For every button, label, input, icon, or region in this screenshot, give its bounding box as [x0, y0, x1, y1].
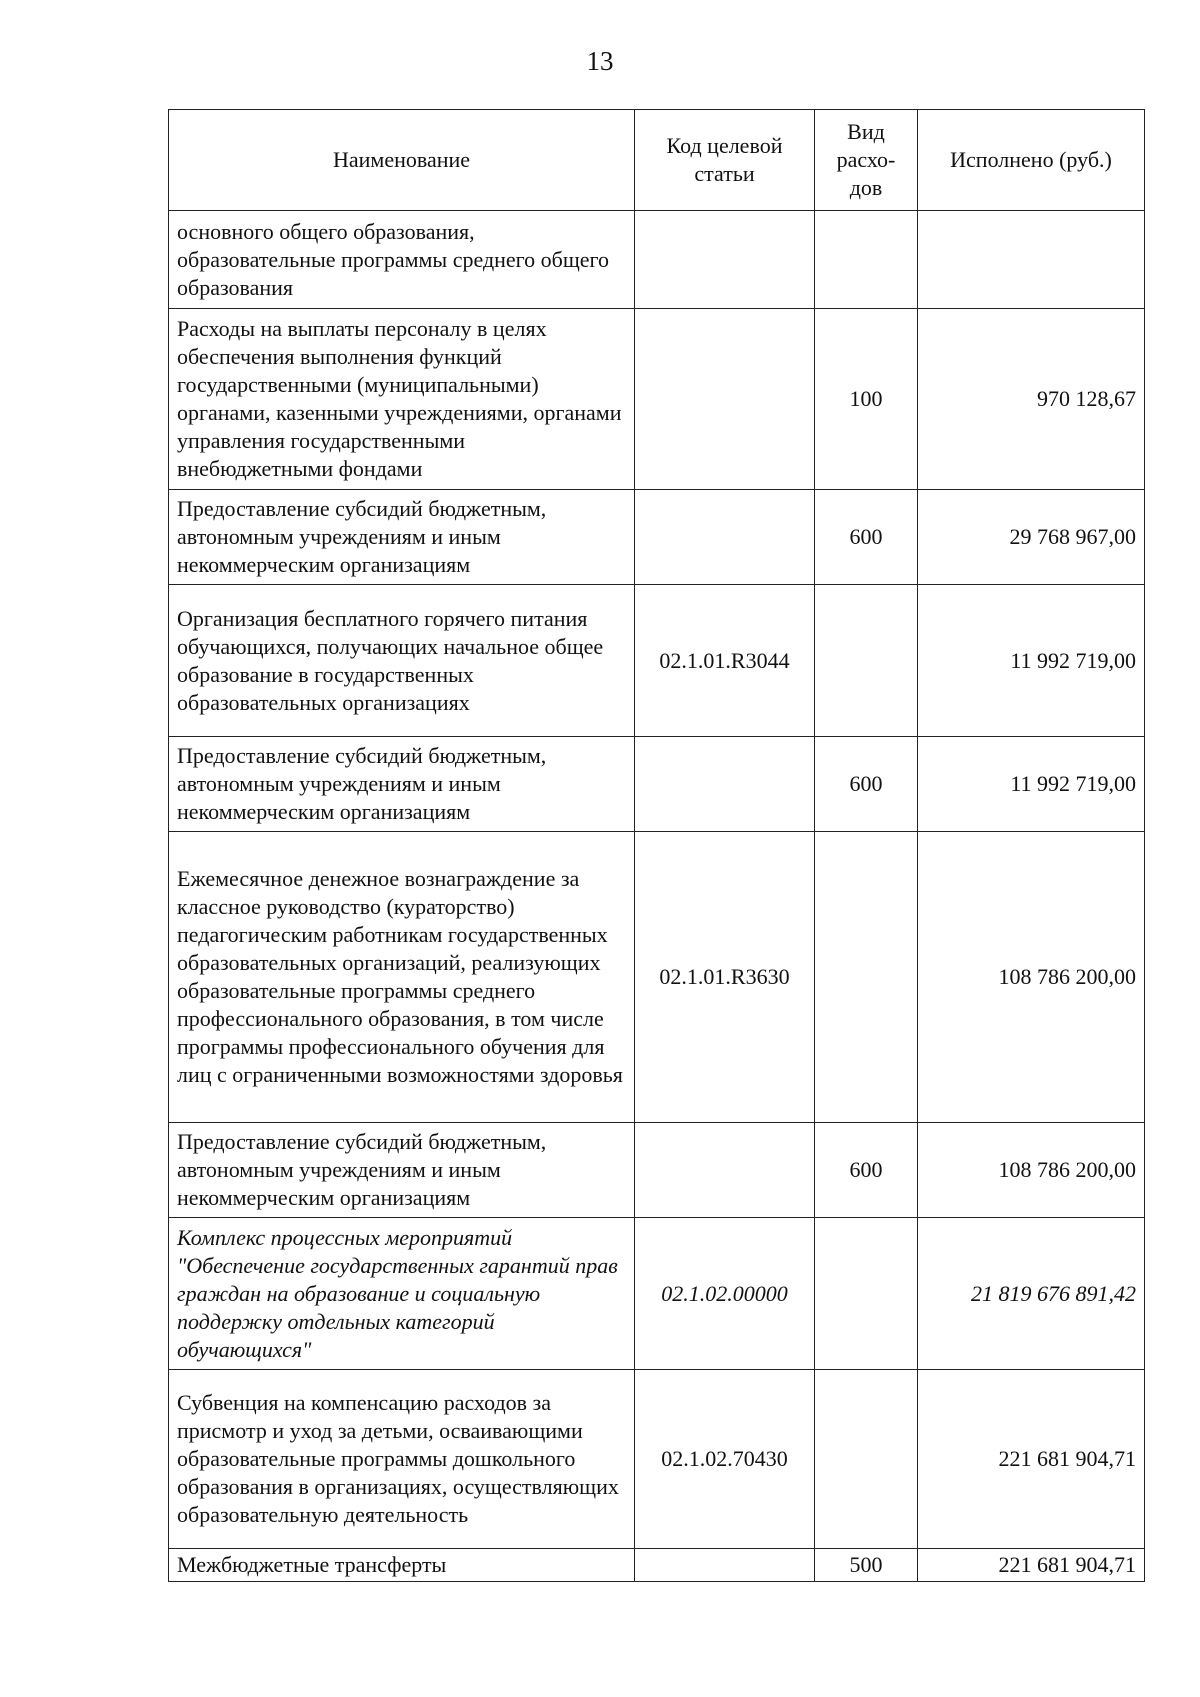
row-code [635, 309, 815, 490]
budget-execution-table [168, 109, 1145, 1582]
row-amount: 29 768 967,00 [918, 490, 1145, 585]
row-code [635, 737, 815, 832]
row-amount [918, 211, 1145, 309]
row-amount: 11 992 719,00 [918, 585, 1145, 737]
row-name: Комплекс процессных мероприятий "Обеспечение государственных гарантий прав граждан на образование и социальную поддержку отдельных категорий обучающихся" [169, 1218, 635, 1370]
row-kind [815, 832, 918, 1123]
header-amount: Исполнено (руб.) [918, 110, 1145, 211]
table-row [169, 1549, 1145, 1582]
row-kind [815, 585, 918, 737]
row-kind: 100 [815, 309, 918, 490]
row-code [635, 490, 815, 585]
row-code [635, 1123, 815, 1218]
row-name: Ежемесячное денежное вознаграждение за классное руководство (кураторство) педагогическим работникам государственных образовательных организаций, реализующих образовательные программы среднего профессионального образования, в том числе программы профессионального обучения для лиц с ограниченными возможностями здоровья [169, 832, 635, 1123]
row-code: 02.1.01.R3630 [635, 832, 815, 1123]
table-row [169, 309, 1145, 490]
row-code: 02.1.02.00000 [635, 1218, 815, 1370]
row-amount: 221 681 904,71 [918, 1549, 1145, 1582]
row-name: Межбюджетные трансферты [169, 1549, 635, 1582]
row-kind: 600 [815, 737, 918, 832]
page-number: 13 [586, 46, 614, 76]
row-code: 02.1.01.R3044 [635, 585, 815, 737]
row-name: основного общего образования, образовательные программы среднего общего образования [169, 211, 635, 309]
table-row [169, 585, 1145, 737]
row-amount: 21 819 676 891,42 [918, 1218, 1145, 1370]
table-row [169, 1218, 1145, 1370]
row-amount: 221 681 904,71 [918, 1370, 1145, 1549]
table-row [169, 1123, 1145, 1218]
row-kind: 600 [815, 490, 918, 585]
row-name: Предоставление субсидий бюджетным, автономным учреждениям и иным некоммерческим организациям [169, 1123, 635, 1218]
row-name: Предоставление субсидий бюджетным, автономным учреждениям и иным некоммерческим организациям [169, 490, 635, 585]
row-name: Предоставление субсидий бюджетным, автономным учреждениям и иным некоммерческим организациям [169, 737, 635, 832]
row-amount: 108 786 200,00 [918, 832, 1145, 1123]
table-row [169, 832, 1145, 1123]
row-name: Организация бесплатного горячего питания обучающихся, получающих начальное общее образование в государственных образовательных организациях [169, 585, 635, 737]
row-amount: 970 128,67 [918, 309, 1145, 490]
row-kind: 600 [815, 1123, 918, 1218]
row-code: 02.1.02.70430 [635, 1370, 815, 1549]
header-code: Код целевой статьи [635, 110, 815, 211]
table-header-row [169, 110, 1145, 211]
table-row [169, 490, 1145, 585]
table-row [169, 737, 1145, 832]
row-kind [815, 1218, 918, 1370]
row-name: Субвенция на компенсацию расходов за присмотр и уход за детьми, осваивающими образовательные программы дошкольного образования в организациях, осуществляющих образовательную деятельность [169, 1370, 635, 1549]
row-amount: 108 786 200,00 [918, 1123, 1145, 1218]
table-row [169, 211, 1145, 309]
row-amount: 11 992 719,00 [918, 737, 1145, 832]
table-row [169, 1370, 1145, 1549]
row-kind: 500 [815, 1549, 918, 1582]
row-name: Расходы на выплаты персоналу в целях обеспечения выполнения функций государственными (муниципальными) органами, казенными учреждениями, органами управления государственными внебюджетными фондами [169, 309, 635, 490]
row-code [635, 1549, 815, 1582]
row-kind [815, 1370, 918, 1549]
header-kind: Вид расхо-дов [815, 110, 918, 211]
row-code [635, 211, 815, 309]
row-kind [815, 211, 918, 309]
header-name: Наименование [169, 110, 635, 211]
